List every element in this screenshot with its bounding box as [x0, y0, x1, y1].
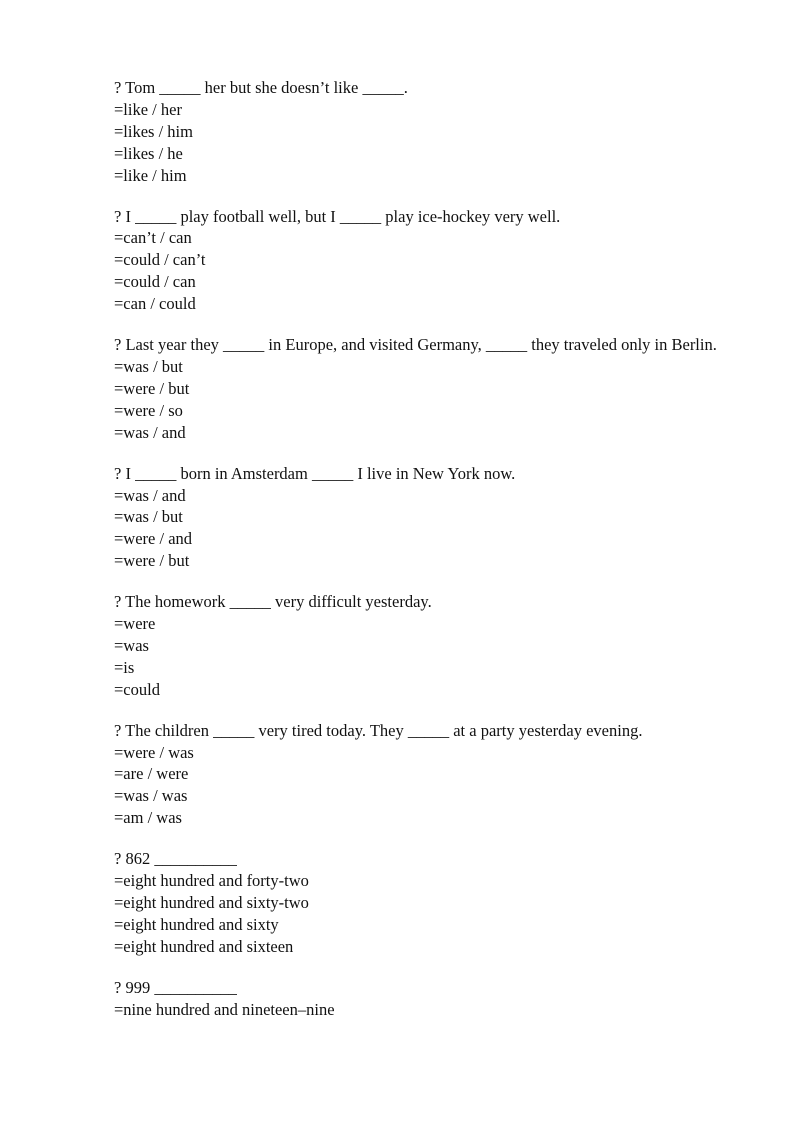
question-text: ? The children _____ very tired today. They _____ at a party yesterday evening. — [114, 720, 643, 740]
answer-option: =could / can’t — [114, 250, 206, 270]
answer-option: =eight hundred and forty-two — [114, 871, 309, 891]
answer-option: =was — [114, 635, 149, 655]
answer-option: =was / but — [114, 507, 183, 527]
question-block-3 — [114, 334, 734, 444]
answer-option: =eight hundred and sixty-two — [114, 893, 309, 912]
answer-option: =were — [114, 614, 156, 634]
answer-option: =likes / he — [114, 143, 183, 163]
answer-option: =were / was — [114, 742, 194, 762]
question-block-8 — [114, 977, 734, 1021]
question-text: ? I _____ born in Amsterdam _____ I live in New York now. — [114, 463, 516, 483]
answer-option: =can’t / can — [114, 228, 192, 248]
question-block-4 — [114, 463, 734, 573]
answer-option: =was / but — [114, 356, 183, 376]
answer-option: =nine hundred and nineteen–nine — [114, 999, 335, 1019]
answer-option: =could — [114, 679, 160, 699]
question-text: ? 862 __________ — [114, 849, 237, 869]
answer-option: =were / but — [114, 551, 190, 571]
answer-option: =can / could — [114, 294, 196, 314]
question-block-7 — [114, 848, 734, 958]
question-block-2 — [114, 206, 734, 316]
question-block-5 — [114, 591, 734, 701]
answer-option: =were / and — [114, 529, 193, 549]
question-block-1 — [114, 77, 734, 187]
answer-option: =were / but — [114, 378, 190, 398]
answer-option: =were / so — [114, 400, 183, 420]
answer-option: =was / was — [114, 786, 188, 806]
question-text: ? Tom _____ her but she doesn’t like _____. — [114, 78, 408, 97]
document-page — [114, 77, 734, 1040]
answer-option: =are / were — [114, 764, 189, 784]
answer-option: =was / and — [114, 422, 186, 442]
answer-option: =is — [114, 657, 135, 677]
question-text: ? The homework _____ very difficult yesterday. — [114, 592, 432, 612]
question-text: ? Last year they _____ in Europe, and visited Germany, _____ they traveled only in Berlin. — [114, 335, 717, 355]
answer-option: =eight hundred and sixty — [114, 914, 279, 934]
question-text: ? 999 __________ — [114, 977, 237, 997]
answer-option: =like / him — [114, 165, 187, 185]
answer-option: =was / and — [114, 485, 186, 505]
answer-option: =could / can — [114, 272, 196, 292]
question-text: ? I _____ play football well, but I _____ play ice-hockey very well. — [114, 206, 561, 226]
question-block-6 — [114, 720, 734, 830]
answer-option: =eight hundred and sixteen — [114, 936, 294, 956]
answer-option: =like / her — [114, 99, 182, 119]
answer-option: =am / was — [114, 808, 182, 828]
answer-option: =likes / him — [114, 121, 193, 141]
